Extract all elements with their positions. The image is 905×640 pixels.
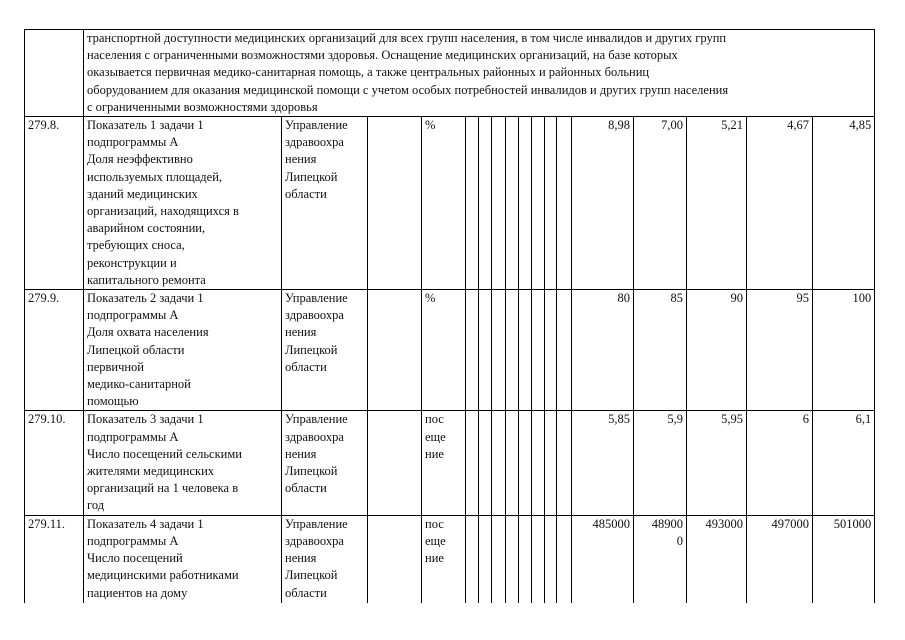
executor-line: Липецкой bbox=[285, 464, 338, 479]
indicator-line: Показатель 2 задачи 1 bbox=[87, 291, 204, 306]
value-cell bbox=[634, 117, 687, 290]
executor-line: Управление bbox=[285, 118, 348, 133]
value-cell bbox=[747, 515, 813, 603]
value-cell bbox=[813, 411, 875, 515]
value-line: 100 bbox=[852, 291, 872, 306]
empty-narrow-cell bbox=[479, 117, 492, 290]
value-line: 8,98 bbox=[608, 118, 630, 133]
indicator-line: подпрограммы А bbox=[87, 429, 179, 444]
indicator-line: Показатель 3 задачи 1 bbox=[87, 412, 204, 427]
empty-narrow-cell bbox=[545, 290, 557, 411]
value-line: 95 bbox=[796, 291, 809, 306]
empty-narrow-cell bbox=[519, 290, 532, 411]
executor-line: нения bbox=[285, 325, 317, 340]
executor-line: Липецкой bbox=[285, 169, 338, 184]
indicator-line: Показатель 1 задачи 1 bbox=[87, 118, 204, 133]
empty-narrow-cell bbox=[532, 117, 545, 290]
value-line: 5,9 bbox=[667, 412, 683, 427]
value-cell bbox=[634, 411, 687, 515]
indicator-line: подпрограммы А bbox=[87, 308, 179, 323]
value-line: 0 bbox=[676, 533, 683, 548]
executor-line: нения bbox=[285, 551, 317, 566]
row-number-cell bbox=[25, 411, 84, 515]
empty-narrow-cell bbox=[479, 290, 492, 411]
intro-line: с ограниченными возможностями здоровья bbox=[87, 99, 318, 114]
empty-narrow-cell bbox=[479, 515, 492, 603]
indicator-line: год bbox=[87, 498, 105, 513]
value-line: 5,95 bbox=[721, 412, 743, 427]
empty-narrow-cell bbox=[466, 290, 479, 411]
indicator-line: требующих сноса, bbox=[87, 238, 185, 253]
unit-line: еще bbox=[425, 533, 446, 548]
value-line: 48900 bbox=[651, 516, 683, 531]
empty-cell bbox=[368, 117, 422, 290]
empty-narrow-cell bbox=[506, 515, 519, 603]
empty-narrow-cell bbox=[557, 117, 572, 290]
executor-line: области bbox=[285, 359, 327, 374]
indicator-cell bbox=[84, 515, 282, 603]
value-line: 5,21 bbox=[721, 118, 743, 133]
empty-cell bbox=[368, 290, 422, 411]
indicator-line: организаций на 1 человека в bbox=[87, 481, 239, 496]
executor-cell bbox=[282, 117, 368, 290]
value-cell bbox=[747, 117, 813, 290]
table-row bbox=[25, 117, 875, 290]
indicator-line: капитального ремонта bbox=[87, 272, 206, 287]
unit-cell bbox=[422, 290, 466, 411]
indicator-line: Доля неэффективно bbox=[87, 152, 193, 167]
value-cell bbox=[572, 290, 634, 411]
indicator-line: Число посещений bbox=[87, 551, 183, 566]
value-line: 7,00 bbox=[661, 118, 683, 133]
indicators-table bbox=[24, 29, 875, 603]
empty-narrow-cell bbox=[492, 117, 506, 290]
executor-line: Управление bbox=[285, 291, 348, 306]
indicator-line: используемых площадей, bbox=[87, 169, 223, 184]
unit-line: ние bbox=[425, 551, 444, 566]
value-line: 4,85 bbox=[849, 118, 872, 133]
unit-cell bbox=[422, 411, 466, 515]
indicator-line: реконструкции и bbox=[87, 255, 177, 270]
executor-line: области bbox=[285, 481, 327, 496]
value-line: 497000 bbox=[771, 516, 809, 531]
row-number: 279.10. bbox=[28, 412, 66, 427]
value-cell bbox=[572, 515, 634, 603]
executor-line: Липецкой bbox=[285, 342, 338, 357]
row-number-cell bbox=[25, 290, 84, 411]
indicator-line: Липецкой области bbox=[87, 342, 185, 357]
unit-line: % bbox=[425, 118, 436, 133]
empty-narrow-cell bbox=[492, 411, 506, 515]
executor-line: нения bbox=[285, 446, 317, 461]
indicator-line: жителями медицинских bbox=[87, 464, 215, 479]
unit-line: пос bbox=[425, 516, 444, 531]
empty-narrow-cell bbox=[519, 117, 532, 290]
value-line: 485000 bbox=[592, 516, 630, 531]
intro-line: оказывается первичная медико-санитарная помощь, а также центральных районных и районных больниц bbox=[87, 65, 650, 80]
intro-empty-cell bbox=[25, 30, 84, 117]
executor-line: здравоохра bbox=[285, 308, 344, 323]
intro-text-cell bbox=[84, 30, 875, 117]
value-line: 80 bbox=[617, 291, 630, 306]
unit-line: еще bbox=[425, 429, 446, 444]
indicator-line: подпрограммы А bbox=[87, 135, 179, 150]
executor-cell bbox=[282, 290, 368, 411]
intro-line: населения с ограниченными возможностями здоровья. Оснащение медицинских организаций, на базе которых bbox=[87, 48, 678, 63]
empty-narrow-cell bbox=[466, 515, 479, 603]
unit-cell bbox=[422, 515, 466, 603]
value-line: 4,67 bbox=[787, 118, 809, 133]
value-cell bbox=[747, 290, 813, 411]
table-row bbox=[25, 290, 875, 411]
value-cell bbox=[747, 411, 813, 515]
indicator-line: Число посещений сельскими bbox=[87, 446, 242, 461]
intro-line: транспортной доступности медицинских организаций для всех групп населения, в том числе инвалидов и других групп bbox=[87, 31, 727, 45]
executor-line: Липецкой bbox=[285, 568, 338, 583]
executor-line: Управление bbox=[285, 516, 348, 531]
value-line: 90 bbox=[730, 291, 743, 306]
empty-narrow-cell bbox=[492, 290, 506, 411]
table-row bbox=[25, 411, 875, 515]
empty-narrow-cell bbox=[532, 411, 545, 515]
indicator-line: помощью bbox=[87, 394, 139, 409]
executor-cell bbox=[282, 515, 368, 603]
empty-narrow-cell bbox=[545, 117, 557, 290]
unit-line: ние bbox=[425, 446, 444, 461]
value-cell bbox=[687, 117, 747, 290]
row-number: 279.8. bbox=[28, 118, 60, 133]
empty-narrow-cell bbox=[557, 515, 572, 603]
indicator-line: Доля охвата населения bbox=[87, 325, 209, 340]
empty-narrow-cell bbox=[519, 411, 532, 515]
executor-line: здравоохра bbox=[285, 533, 344, 548]
value-cell bbox=[634, 290, 687, 411]
indicator-line: медицинскими работниками bbox=[87, 568, 239, 583]
empty-narrow-cell bbox=[506, 290, 519, 411]
empty-cell bbox=[368, 411, 422, 515]
unit-line: % bbox=[425, 291, 436, 306]
empty-narrow-cell bbox=[466, 117, 479, 290]
unit-cell bbox=[422, 117, 466, 290]
empty-narrow-cell bbox=[506, 411, 519, 515]
executor-line: нения bbox=[285, 152, 317, 167]
table-row bbox=[25, 515, 875, 603]
value-line: 6 bbox=[802, 412, 809, 427]
executor-line: области bbox=[285, 585, 327, 600]
value-line: 6,1 bbox=[855, 412, 872, 427]
empty-narrow-cell bbox=[532, 515, 545, 603]
value-line: 493000 bbox=[705, 516, 743, 531]
indicator-line: зданий медицинских bbox=[87, 186, 198, 201]
executor-line: Управление bbox=[285, 412, 348, 427]
indicator-line: медико-санитарной bbox=[87, 377, 191, 392]
indicator-line: пациентов на дому bbox=[87, 585, 188, 600]
empty-narrow-cell bbox=[492, 515, 506, 603]
indicator-cell bbox=[84, 290, 282, 411]
value-cell bbox=[813, 290, 875, 411]
value-cell bbox=[687, 411, 747, 515]
empty-narrow-cell bbox=[466, 411, 479, 515]
empty-narrow-cell bbox=[506, 117, 519, 290]
table-body bbox=[25, 30, 875, 603]
executor-line: области bbox=[285, 186, 327, 201]
value-line: 85 bbox=[670, 291, 683, 306]
value-line: 501000 bbox=[833, 516, 872, 531]
row-number: 279.9. bbox=[28, 291, 60, 306]
executor-line: здравоохра bbox=[285, 135, 344, 150]
indicator-line: организаций, находящихся в bbox=[87, 204, 239, 219]
indicator-line: первичной bbox=[87, 359, 144, 374]
empty-narrow-cell bbox=[545, 411, 557, 515]
indicator-line: аварийном состоянии, bbox=[87, 221, 206, 236]
empty-narrow-cell bbox=[557, 290, 572, 411]
value-cell bbox=[687, 515, 747, 603]
indicator-cell bbox=[84, 117, 282, 290]
executor-cell bbox=[282, 411, 368, 515]
value-cell bbox=[634, 515, 687, 603]
indicator-cell bbox=[84, 411, 282, 515]
intro-row bbox=[25, 30, 875, 117]
empty-narrow-cell bbox=[519, 515, 532, 603]
indicator-line: подпрограммы А bbox=[87, 533, 179, 548]
indicator-line: Показатель 4 задачи 1 bbox=[87, 516, 204, 531]
value-cell bbox=[813, 117, 875, 290]
unit-line: пос bbox=[425, 412, 444, 427]
empty-cell bbox=[368, 515, 422, 603]
value-cell bbox=[813, 515, 875, 603]
empty-narrow-cell bbox=[545, 515, 557, 603]
empty-narrow-cell bbox=[557, 411, 572, 515]
empty-narrow-cell bbox=[532, 290, 545, 411]
executor-line: здравоохра bbox=[285, 429, 344, 444]
value-cell bbox=[572, 411, 634, 515]
intro-line: оборудованием для оказания медицинской помощи с учетом особых потребностей инвалидов и других групп населения bbox=[87, 82, 729, 97]
row-number-cell bbox=[25, 515, 84, 603]
value-cell bbox=[687, 290, 747, 411]
row-number: 279.11. bbox=[28, 516, 66, 531]
row-number-cell bbox=[25, 117, 84, 290]
empty-narrow-cell bbox=[479, 411, 492, 515]
value-cell bbox=[572, 117, 634, 290]
value-line: 5,85 bbox=[608, 412, 630, 427]
